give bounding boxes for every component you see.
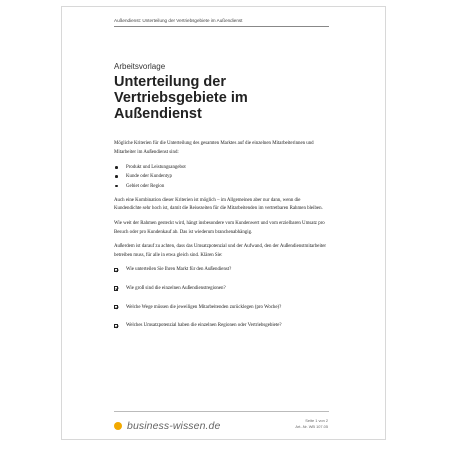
intro-paragraph: Mögliche Kriterien für die Unterteilung des gesamten Marktes auf die einzelnen Mitarbeiterinnen und Mitarbeiter im Außendienst sind: [114,141,314,155]
running-header: Außendienst: Unterteilung der Vertriebsgebiete im Außendienst [114,18,329,27]
page-title: Unterteilung der Vertriebsgebiete im Außendienst [114,74,248,122]
logo-text: business-wissen.de [127,420,221,432]
checkbox-icon [114,286,118,290]
document-type-label: Arbeitsvorlage [114,62,166,71]
brand-logo[interactable] [114,419,220,433]
footer-meta [295,418,328,430]
bullet-icon [115,166,118,169]
list-item [114,172,329,181]
list-item [114,163,329,172]
footer-divider [114,411,329,412]
checklist-item-text: Wie unterteilen Sie Ihren Markt für den Außendienst? [126,267,232,273]
bullet-icon [115,185,118,188]
page-number: Seite 1 von 2 [305,418,328,423]
checkbox-icon [114,305,118,309]
document-page [61,6,386,440]
checklist-item [114,304,329,313]
checklist [114,266,329,330]
paragraph: Auch eine Kombination dieser Kriterien ist möglich – im Allgemeinen aber nur dann, wenn die Kundendichte sehr hoch ist, damit die Reisezeiten für die Mitarbeitenden im vertretbaren Rahmen bleiben. [114,197,323,212]
paragraph: Außerdem ist darauf zu achten, dass das Umsatzpotenzial und der Aufwand, den der Außendienstmitarbeiter betreiben muss, für alle in etwa gleich sind. Klären Sie: [114,244,326,258]
paragraph: Wie weit der Rahmen gesteckt wird, hängt insbesondere vom Kundenwert und vom erzielbaren Umsatz pro Besuch oder pro Kundenkauf ab. Das ist wiederum branchenabhängig. [114,220,325,235]
checklist-item-text: Welches Umsatzpotenzial haben die einzelnen Regionen oder Vertriebsgebiete? [126,323,282,329]
checkbox-icon [114,324,118,328]
checklist-item-text: Wie groß sind die einzelnen Außendienstregionen? [126,285,226,291]
checklist-item [114,266,329,275]
checklist-item [114,322,329,331]
list-item-text: Gebiet oder Region [126,183,165,189]
checklist-item [114,285,329,294]
body-text [114,140,329,341]
bullet-icon [115,175,118,178]
list-item-text: Kunde oder Kundentyp [126,174,172,180]
logo-dot-icon [114,422,122,430]
checkbox-icon [114,268,118,272]
list-item-text: Produkt und Leistungsangebot [126,165,186,171]
criteria-list [114,163,329,191]
checklist-item-text: Welche Wege müssen die jeweiligen Mitarbeitenden zurücklegen (pro Woche)? [126,304,282,310]
list-item [114,182,329,191]
article-number: Art.-Nr. WB 107.05 [295,424,328,429]
